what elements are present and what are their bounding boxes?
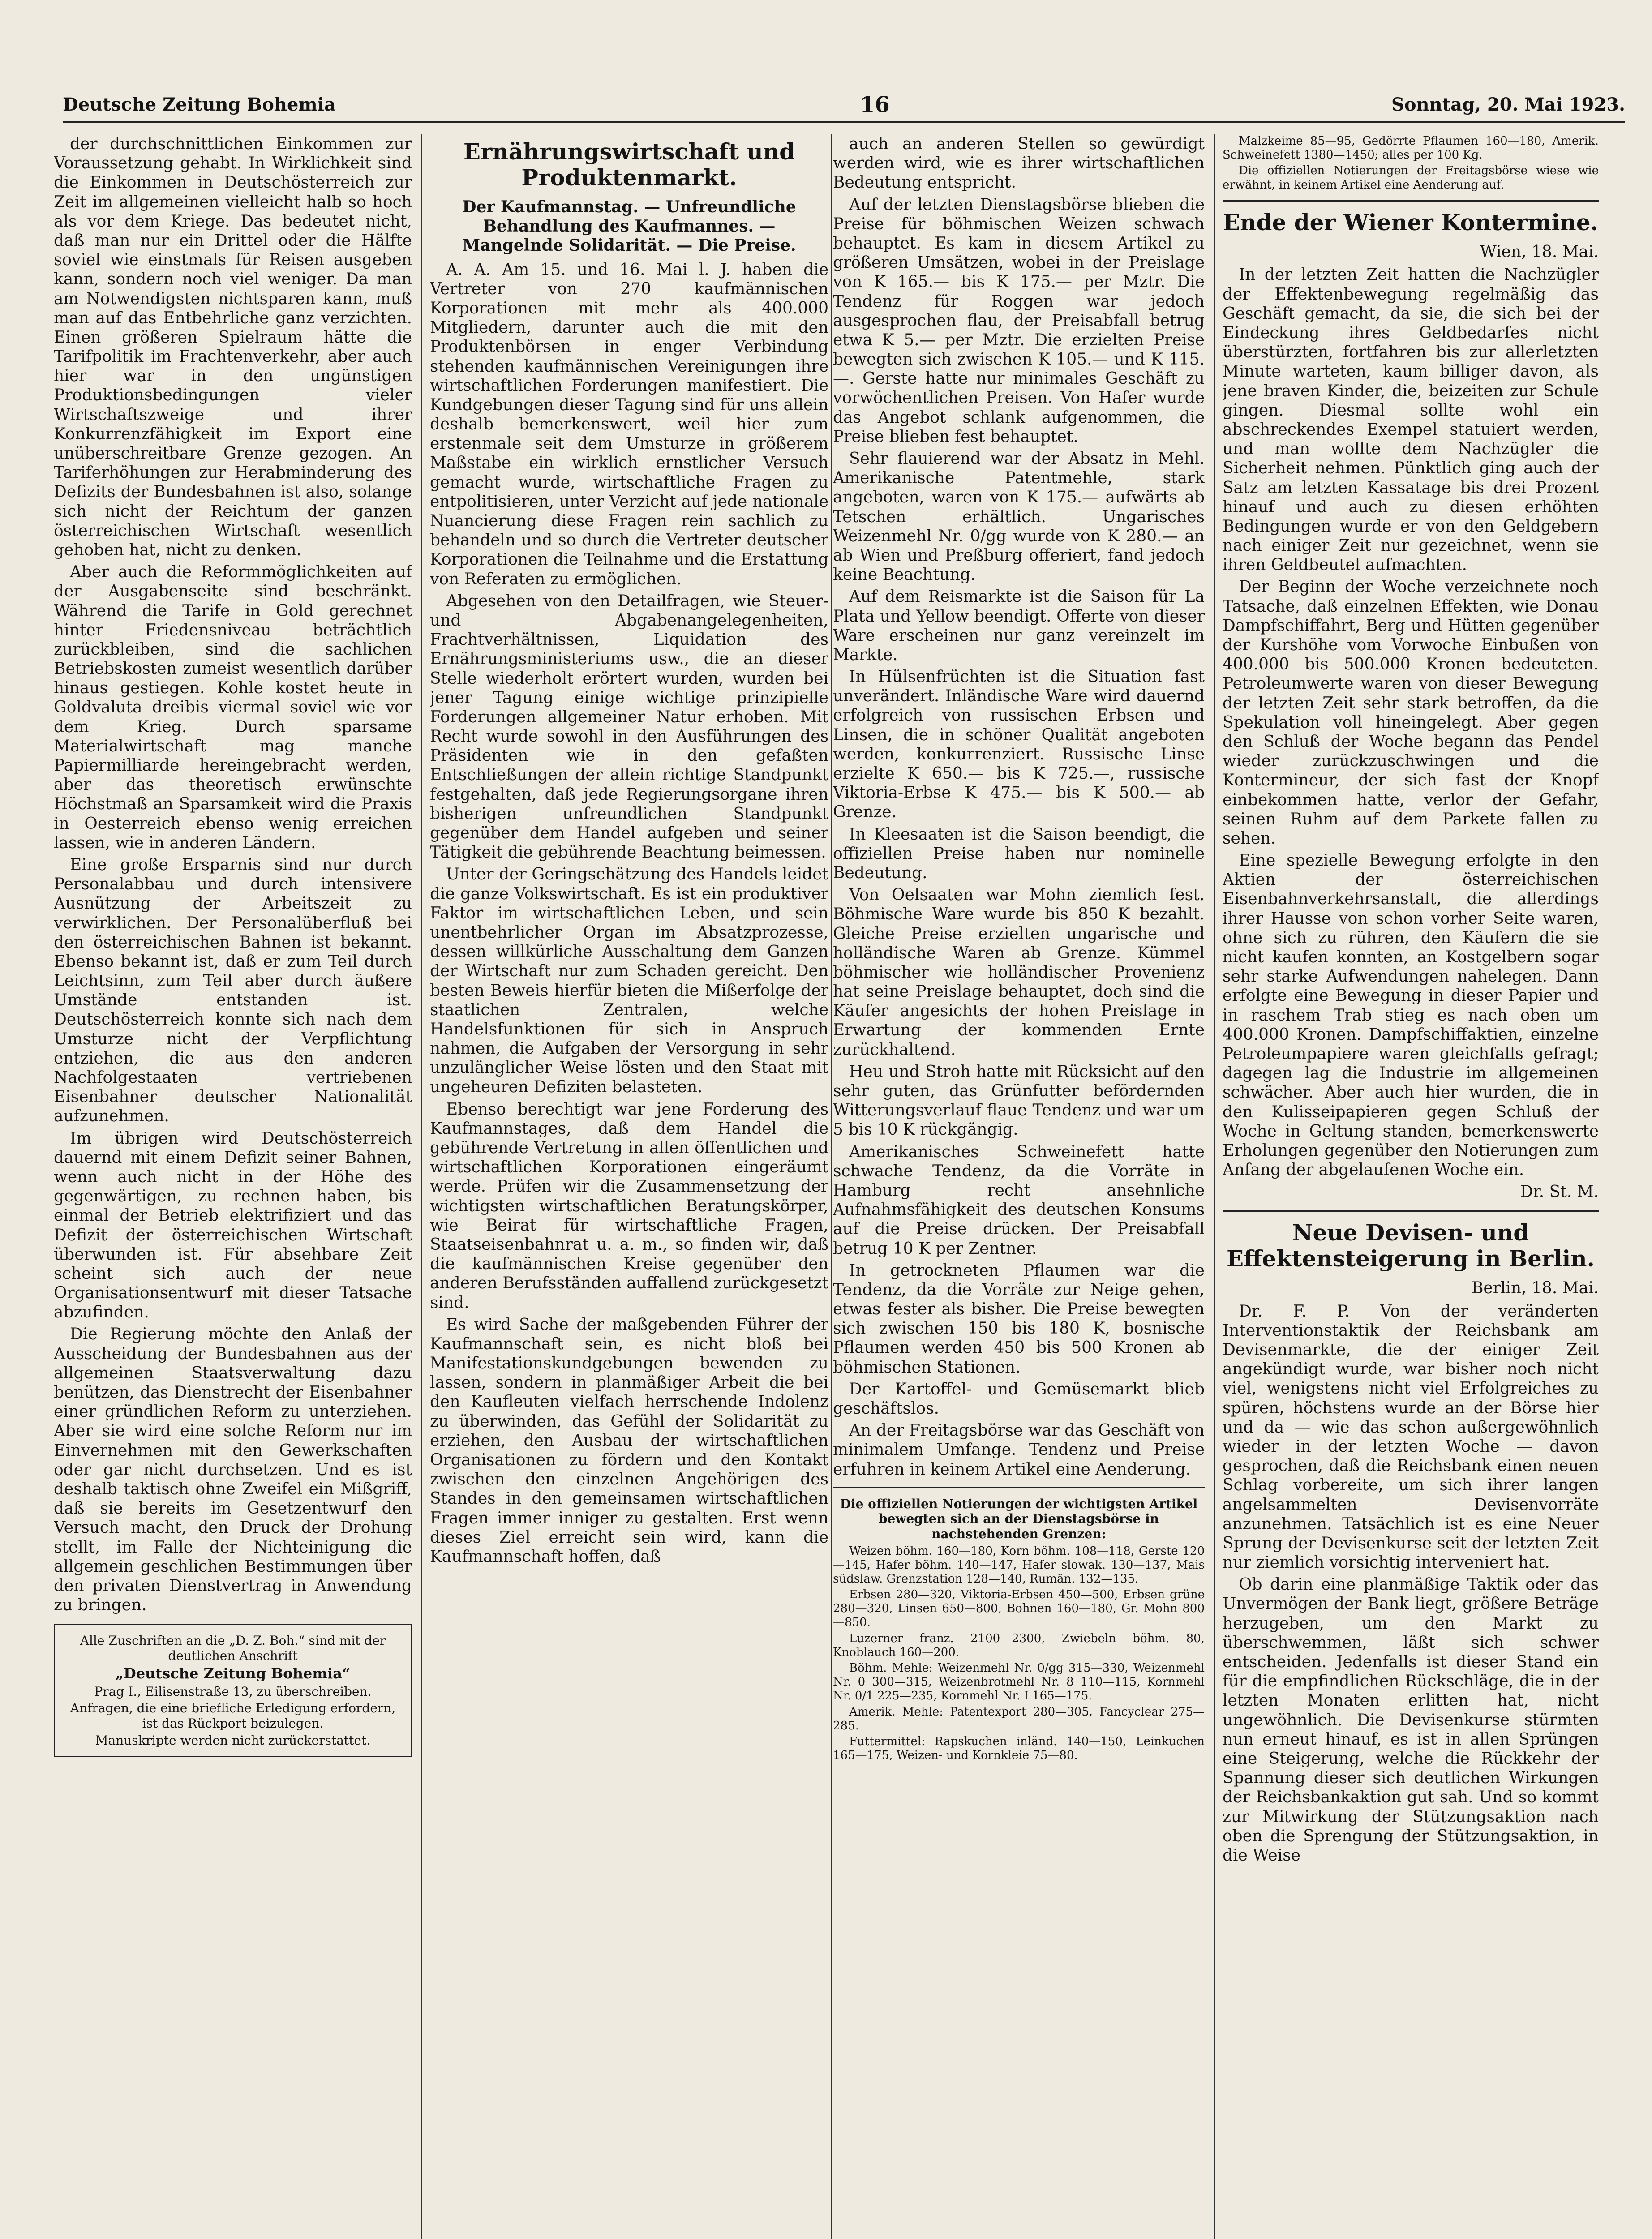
column-4 bbox=[1223, 134, 1599, 2239]
paragraph: In Kleesaaten ist die Saison beendigt, die offiziellen Preise haben nur nominelle Bedeutung. bbox=[833, 825, 1205, 882]
notice-line: Anfragen, die eine briefliche Erledigung erfordern, ist das Rückport beizulegen. bbox=[70, 1701, 396, 1731]
price-quote: Böhm. Mehle: Weizenmehl Nr. 0/gg 315—330, Weizenmehl Nr. 0 300—315, Weizenbrotmehl Nr. 8 110—115, Kornmehl Nr. 0/1 225—235, Kornmehl Nr. I 165—175. bbox=[833, 1661, 1205, 1703]
paragraph: Die Regierung möchte den Anlaß der Ausscheidung der Bundesbahnen aus der allgemeinen Staatsverwaltung dazu benützen, das Dienstrecht der Eisenbahner einer gründlichen Reform zu unterziehen. Aber sie wird eine solche Reform nur im Einvernehmen mit den Gewerkschaften oder gar nicht durchsetzen. Und es ist deshalb taktisch ohne Zweifel ein Mißgriff, daß sie bereits im Gesetzentwurf den Versuch macht, den Druck der Drohung stellt, im Falle der Nichteinigung die allgemein geschlichen Bestimmungen über den privaten Dienstvertrag in Anwendung zu bringen. bbox=[54, 1325, 412, 1615]
price-quote: Erbsen 280—320, Viktoria-Erbsen 450—500, Erbsen grüne 280—320, Linsen 650—800, Bohnen 160—180, Gr. Mohn 800—850. bbox=[833, 1588, 1205, 1630]
price-quote: Malzkeime 85—95, Gedörrte Pflaumen 160—180, Amerik. Schweinefett 1380—1450; alles per 100 Kg. bbox=[1223, 134, 1599, 162]
divider bbox=[1223, 200, 1599, 202]
masthead bbox=[63, 90, 1625, 123]
article-subtitle: Der Kaufmannstag. — Unfreundliche Behandlung des Kaufmannes. — Mangelnde Solidarität. — Die Preise. bbox=[462, 197, 796, 255]
paragraph: Der Kartoffel- und Gemüsemarkt blieb geschäftslos. bbox=[833, 1380, 1205, 1418]
article-title: Neue Devisen- und Effektensteigerung in Berlin. bbox=[1226, 1219, 1595, 1272]
column-3 bbox=[833, 134, 1205, 2239]
paragraph: Der Beginn der Woche verzeichnete noch Tatsache, daß einzelnen Effekten, wie Donau Dampfschiffahrt, Berg und Hütten gegenüber der Kurshöhe vom Vorwoche Einbußen von 400.000 bis 500.000 Kronen bedeuteten. Petroleumwerte waren von dieser Bewegung der letzten Zeit sehr stark betroffen, da die Spekulation voll hineingelegt. Aber gegen den Schluß der Woche begann das Pendel wieder zurückzuschwingen und die Kontermineur, der sich fast der Knopf einbekommen hatte, verlor der Gefahr, seinen Ruhm auf dem Parkete fallen zu sehen. bbox=[1223, 578, 1599, 848]
paragraph: Ebenso berechtigt war jene Forderung des Kaufmannstages, daß dem Handel die gebührende Vertretung in allen öffentlichen und wirtschaftlichen Korporationen eingeräumt werde. Prüfen wir die Zusammensetzung der wichtigsten wirtschaftlichen Beratungskörper, wie Beirat für wirtschaftliche Fragen, Staatseisenbahnrat u. a. m., so finden wir, daß die kaufmännischen Kreise gegenüber den anderen Berufsständen auffallend zurückgesetzt sind. bbox=[430, 1100, 828, 1312]
paragraph: Dr. F. P. Von der veränderten Interventionstaktik der Reichsbank am Devisenmarkte, die der einiger Zeit angekündigt wurde, war bisher noch nicht viel, wenigstens nicht viel Erfolgreiches zu spüren, höchstens wurde an der Börse hier und da — wie das schon außergewöhnlich wieder in der letzten Woche — davon gesprochen, daß die Reichsbank einen neuen Schlag vorbereite, um sich ihrer langen angelsammelten Devisenvorräte anzunehmen. Tatsächlich ist es eine Neuer Sprung der Devisenkurse seit der letzten Zeit nur ziemlich vorsichtig interveniert hat. bbox=[1223, 1302, 1599, 1572]
issue-date: Sonntag, 20. Mai 1923. bbox=[1391, 94, 1625, 115]
paragraph: In der letzten Zeit hatten die Nachzügler der Effektenbewegung regelmäßig das Geschäft gemacht, da sie, die sich bei der Eindeckung ihres Geldbedarfes nicht überstürzten, fortfahren bis zur allerletzten Minute warteten, kaum billiger davon, als jene braven Kinder, die, beizeiten zur Schule gingen. Diesmal sollte wohl ein abschreckendes Exempel statuiert werden, und man wollte dem Nachzügler die Sicherheit nehmen. Pünktlich ging auch der Satz am letzten Kassatage bis drei Prozent hinauf und auch zu diesen erhöhten Bedingungen wurde er von den Geldgebern nach einiger Zeit nur gezeichnet, wenn sie ihren Geldbeutel aufmachten. bbox=[1223, 266, 1599, 575]
price-quote: Amerik. Mehle: Patentexport 280—305, Fancyclear 275—285. bbox=[833, 1705, 1205, 1733]
paragraph: Im übrigen wird Deutschösterreich dauernd mit einem Defizit seiner Bahnen, wenn auch nicht in der Höhe des gegenwärtigen, zu rechnen haben, bis einmal der Betrieb elektrifiziert und das Defizit der österreichischen Wirtschaft überwunden ist. Für absehbare Zeit scheint sich auch der neue Organisationsentwurf mit dieser Tatsache abzufinden. bbox=[54, 1129, 412, 1322]
column-1 bbox=[54, 134, 412, 2239]
paragraph: Unter der Geringschätzung des Handels leidet die ganze Volkswirtschaft. Es ist ein produktiver Faktor im wirtschaftlichen Leben, und sein unentbehrlicher Organ im Absatzprozesse, dessen willkürliche Ausschaltung dem Ganzen der Wirtschaft nur zum Schaden gereicht. Den besten Beweis hierfür bieten die Mißerfolge der staatlichen Zentralen, welche Handelsfunktionen für sich in Anspruch nahmen, die Aufgaben der Versorgung in sehr unzulänglicher Weise lösten und den Staat mit ungeheuren Defiziten belasteten. bbox=[430, 865, 828, 1097]
paragraph: A. A. Am 15. und 16. Mai l. J. haben die Vertreter von 270 kaufmännischen Korporationen mit mehr als 400.000 Mitgliedern, darunter auch die mit den Produktenbörsen in enger Verbindung stehenden kaufmännischen Vereinigungen ihre wirtschaftlichen Forderungen manifestiert. Die Kundgebungen dieser Tagung sind für uns allein deshalb bemerkenswert, weil hier zum erstenmale seit dem Umsturze in größerem Maßstabe ein wirklich ernstlicher Versuch gemacht wurde, wirtschaftliche Fragen zu entpolitisieren, unter Verzicht auf jede nationale Nuancierung diese Fragen rein sachlich zu behandeln und so durch die Vertreter deutscher Korporationen die Teilnahme und die Erstattung von Referaten zu ermöglichen. bbox=[430, 260, 828, 588]
author-signature: Dr. St. M. bbox=[1520, 1183, 1599, 1201]
article-title: Ernährungswirtschaft und Produktenmarkt. bbox=[463, 138, 795, 191]
paragraph: Aber auch die Reformmöglichkeiten auf der Ausgabenseite sind beschränkt. Während die Tarife in Gold gerechnet hinter Friedensniveau beträchtlich zurückbleiben, sind die sachlichen Betriebskosten zumeist wesentlich darüber hinaus gestiegen. Kohle kostet heute in Goldvaluta dreibis viermal soviel wie vor dem Krieg. Durch sparsame Materialwirtschaft mag manche Papiermilliarde hereingebracht werden, aber das theoretisch erwünschte Höchstmaß an Sparsamkeit wird die Praxis in Oesterreich ebenso wenig erreichen lassen, wie in anderen Ländern. bbox=[54, 563, 412, 852]
paragraph: Abgesehen von den Detailfragen, wie Steuer- und Abgabenangelegenheiten, Frachtverhältnissen, Liquidation des Ernährungsministeriums usw., die an dieser Stelle wiederholt erörtert wurden, wurden bei jener Tagung einige wichtige prinzipielle Forderungen allgemeiner Natur erhoben. Mit Recht wurde sowohl in den Ausführungen des Präsidenten wie in den gefaßten Entschließungen der allein richtige Standpunkt festgehalten, daß jede Regierungsorgane ihren bisherigen unfreundlichen Standpunkt gegenüber dem Handel aufgeben und seiner Tätigkeit die gebührende Beachtung beimessen. bbox=[430, 592, 828, 862]
quotes-heading: Die offiziellen Notierungen der wichtigsten Artikel bewegten sich an der Dienstagsbörse in nachstehenden Grenzen: bbox=[840, 1496, 1198, 1541]
paragraph: auch an anderen Stellen so gewürdigt werden wird, wie es ihrer wirtschaftlichen Bedeutung entspricht. bbox=[833, 135, 1205, 192]
column-rule bbox=[831, 134, 832, 2239]
price-quote: Futtermittel: Rapskuchen inländ. 140—150, Leinkuchen 165—175, Weizen- und Kornkleie 75—80. bbox=[833, 1734, 1205, 1763]
paragraph: Es wird Sache der maßgebenden Führer der Kaufmannschaft sein, es nicht bloß bei Manifestationskundgebungen bewenden zu lassen, sondern in planmäßiger Arbeit die bei den Kaufleuten vielfach herrschende Indolenz zu überwinden, das Gefühl der Solidarität zu erziehen, den Ausbau der wirtschaftlichen Organisationen zu fördern und den Kontakt zwischen den einzelnen Angehörigen des Standes in den gemeinsamen wirtschaftlichen Fragen immer inniger zu gestalten. Erst wenn dieses Ziel erreicht sein wird, kann die Kaufmannschaft hoffen, daß bbox=[430, 1315, 828, 1566]
paragraph: Ob darin eine planmäßige Taktik oder das Unvermögen der Bank liegt, größere Beträge herzugeben, um den Markt zu überschwemmen, läßt sich schwer entscheiden. Jedenfalls ist dieser Stand ein für die empfindlichen Rückschläge, die in der letzten Monaten erlitten hat, nicht ungewöhnlich. Die Devisenkurse stürmten nun erneut hinauf, es ist in allen Sprüngen eine Steigerung, welche die Rückkehr der Spannung dieser sich deutlichen Wirkungen der Reichsbankaktion gut sah. Und so kommt zur Mitwirkung der Stützungsaktion nach oben die Sprengung der Stützungsaktion, in die Weise bbox=[1223, 1575, 1599, 1865]
divider bbox=[833, 1487, 1205, 1488]
paragraph: der durchschnittlichen Einkommen zur Voraussetzung gehabt. In Wirklichkeit sind die Einkommen in Deutschösterreich zur Zeit im allgemeinen vielleicht halb so hoch als vor dem Kriege. Das bedeutet nicht, daß man nur ein Drittel oder die Hälfte soviel wie einstmals für Reisen ausgeben kann, sondern noch viel weniger. Da man am Notwendigsten nichtsparen kann, muß man auf das Entbehrliche ganz verzichten. Einen größeren Spielraum hätte die Tarifpolitik im Frachtenverkehr, aber auch hier war in den ungünstigen Produktionsbedingungen vieler Wirtschaftszweige und ihrer Konkurrenzfähigkeit im Export eine unüberschreitbare Grenze gezogen. An Tariferhöhungen zur Herabminderung des Defizits der Bundesbahnen ist also, solange sich nicht der Reichtum der ganzen österreichischen Wirtschaft wesentlich gehoben hat, nicht zu denken. bbox=[54, 135, 412, 559]
paragraph: An der Freitagsbörse war das Geschäft von minimalem Umfange. Tendenz und Preise erfuhren in keinem Artikel eine Aenderung. bbox=[833, 1421, 1205, 1479]
paragraph: Von Oelsaaten war Mohn ziemlich fest. Böhmische Ware wurde bis 850 K bezahlt. Gleiche Preise erzielten ungarische und holländische Waren ab Grenze. Kümmel böhmischer wie holländischer Provenienz hat seine Preislage behauptet, doch sind die Käufer angesichts der hohen Preislage in Erwartung der kommenden Ernte zurückhaltend. bbox=[833, 886, 1205, 1059]
notice-line: Alle Zuschriften an die „D. Z. Boh.“ sind mit der deutlichen Anschrift bbox=[80, 1633, 386, 1663]
notice-address-name: „Deutsche Zeitung Bohemia“ bbox=[115, 1665, 351, 1682]
paragraph: Sehr flauierend war der Absatz in Mehl. Amerikanische Patentmehle, stark angeboten, waren von K 175.— aufwärts ab Tetschen erhältlich. Ungarisches Weizenmehl Nr. 0/gg wurde von K 280.— an ab Wien und Preßburg offeriert, fand jedoch keine Beachtung. bbox=[833, 450, 1205, 584]
paragraph: Eine große Ersparnis sind nur durch Personalabbau und durch intensivere Ausnützung der Arbeitszeit zu verwirklichen. Der Personalüberfluß bei den österreichischen Bahnen ist bekannt. Ebenso bekannt ist, daß er zum Teil durch Leichtsinn, zum Teil aber durch äußere Umstände entstanden ist. Deutschösterreich konnte sich nach dem Umsturze nicht der Verpflichtung entziehen, die aus den anderen Nachfolgestaaten vertriebenen Eisenbahner deutscher Nationalität aufzunehmen. bbox=[54, 855, 412, 1126]
paper-name: Deutsche Zeitung Bohemia bbox=[63, 94, 336, 115]
editorial-notice bbox=[54, 1624, 412, 1757]
dateline: Wien, 18. Mai. bbox=[1480, 243, 1599, 262]
paragraph: In Hülsenfrüchten ist die Situation fast unverändert. Inländische Ware wird dauernd erfolgreich von russischen Erbsen und Linsen, die in schöner Qualität angeboten werden, konkurrenziert. Russische Linse erzielte K 650.— bis K 725.—, russische Viktoria-Erbse K 475.— bis K 500.— ab Grenze. bbox=[833, 668, 1205, 822]
column-rule bbox=[421, 134, 422, 2239]
notice-line: Prag I., Eilisenstraße 13, zu überschreiben. bbox=[94, 1684, 372, 1699]
divider bbox=[1223, 1210, 1599, 1212]
paragraph: Auf der letzten Dienstagsbörse blieben die Preise für böhmischen Weizen schwach behauptet. Es kam in diesem Artikel zu größeren Umsätzen, wobei in der Preislage von K 165.— bis K 175.— per Mztr. Die Tendenz für Roggen war jedoch ausgesprochen flau, der Preisabfall betrug etwa K 5.— per Mztr. Die erzielten Preise bewegten sich zwischen K 105.— und K 115.—. Gerste hatte nur minimales Geschäft zu vorwöchentlichen Preisen. Von Hafer wurde das Angebot schlank aufgenommen, die Preise blieben fest behauptet. bbox=[833, 195, 1205, 446]
paragraph: Eine spezielle Bewegung erfolgte in den Aktien der österreichischen Eisenbahnverkehrsanstalt, die allerdings ihrer Hausse von schon vorher Seite waren, ohne sich zu rühren, den Käufern die sie nicht kaufen konnten, an Kostgelbern sogar sehr starke Aufwendungen nahelegen. Dann erfolgte eine Bewegung in dieser Papier und in raschem Trab stieg es nach oben um 400.000 Kronen. Dampfschiffaktien, einzelne Petroleumpapiere waren gleichfalls gefragt; dagegen lag die Industrie im allgemeinen schwächer. Aber auch hier wurden, die in den Kulisseipapieren gegen Schluß der Woche in Geltung standen, bemerkenswerte Erholungen gegenüber den Notierungen zum Anfang der abgelaufenen Woche ein. bbox=[1223, 851, 1599, 1180]
paragraph: Heu und Stroh hatte mit Rücksicht auf den sehr guten, das Grünfutter befördernden Witterungsverlauf flaue Tendenz und war um 5 bis 10 K rückgängig. bbox=[833, 1062, 1205, 1139]
column-2 bbox=[430, 134, 828, 2239]
article-title: Ende der Wiener Kontermine. bbox=[1223, 209, 1598, 236]
price-quote: Luzerner franz. 2100—2300, Zwiebeln böhm. 80, Knoblauch 160—200. bbox=[833, 1631, 1205, 1659]
column-rule bbox=[1214, 134, 1215, 2239]
notice-line: Manuskripte werden nicht zurückerstattet. bbox=[95, 1733, 371, 1748]
dateline: Berlin, 18. Mai. bbox=[1471, 1279, 1599, 1298]
price-quote: Weizen böhm. 160—180, Korn böhm. 108—118, Gerste 120—145, Hafer böhm. 140—147, Hafer slowak. 130—137, Mais südslaw. Grenzstation 128—140, Rumän. 132—135. bbox=[833, 1544, 1205, 1586]
paragraph: Amerikanisches Schweinefett hatte schwache Tendenz, da die Vorräte in Hamburg recht ansehnliche Aufnahmsfähigkeit des deutschen Konsums auf die Preise drücken. Der Preisabfall betrug 10 K per Zentner. bbox=[833, 1142, 1205, 1258]
page-number: 16 bbox=[860, 92, 890, 117]
paragraph: In getrockneten Pflaumen war die Tendenz, da die Vorräte zur Neige gehen, etwas fester als bisher. Die Preise bewegten sich zwischen 150 bis 180 K, bosnische Pflaumen werden 450 bis 500 Kronen ab böhmischen Stationen. bbox=[833, 1261, 1205, 1377]
paragraph: Auf dem Reismarkte ist die Saison für La Plata und Yellow beendigt. Offerte von dieser Ware erscheinen nur ganz vereinzelt im Markte. bbox=[833, 588, 1205, 664]
note: Die offiziellen Notierungen der Freitagsbörse wiese wie erwähnt, in keinem Artikel eine Aenderung auf. bbox=[1223, 164, 1599, 192]
